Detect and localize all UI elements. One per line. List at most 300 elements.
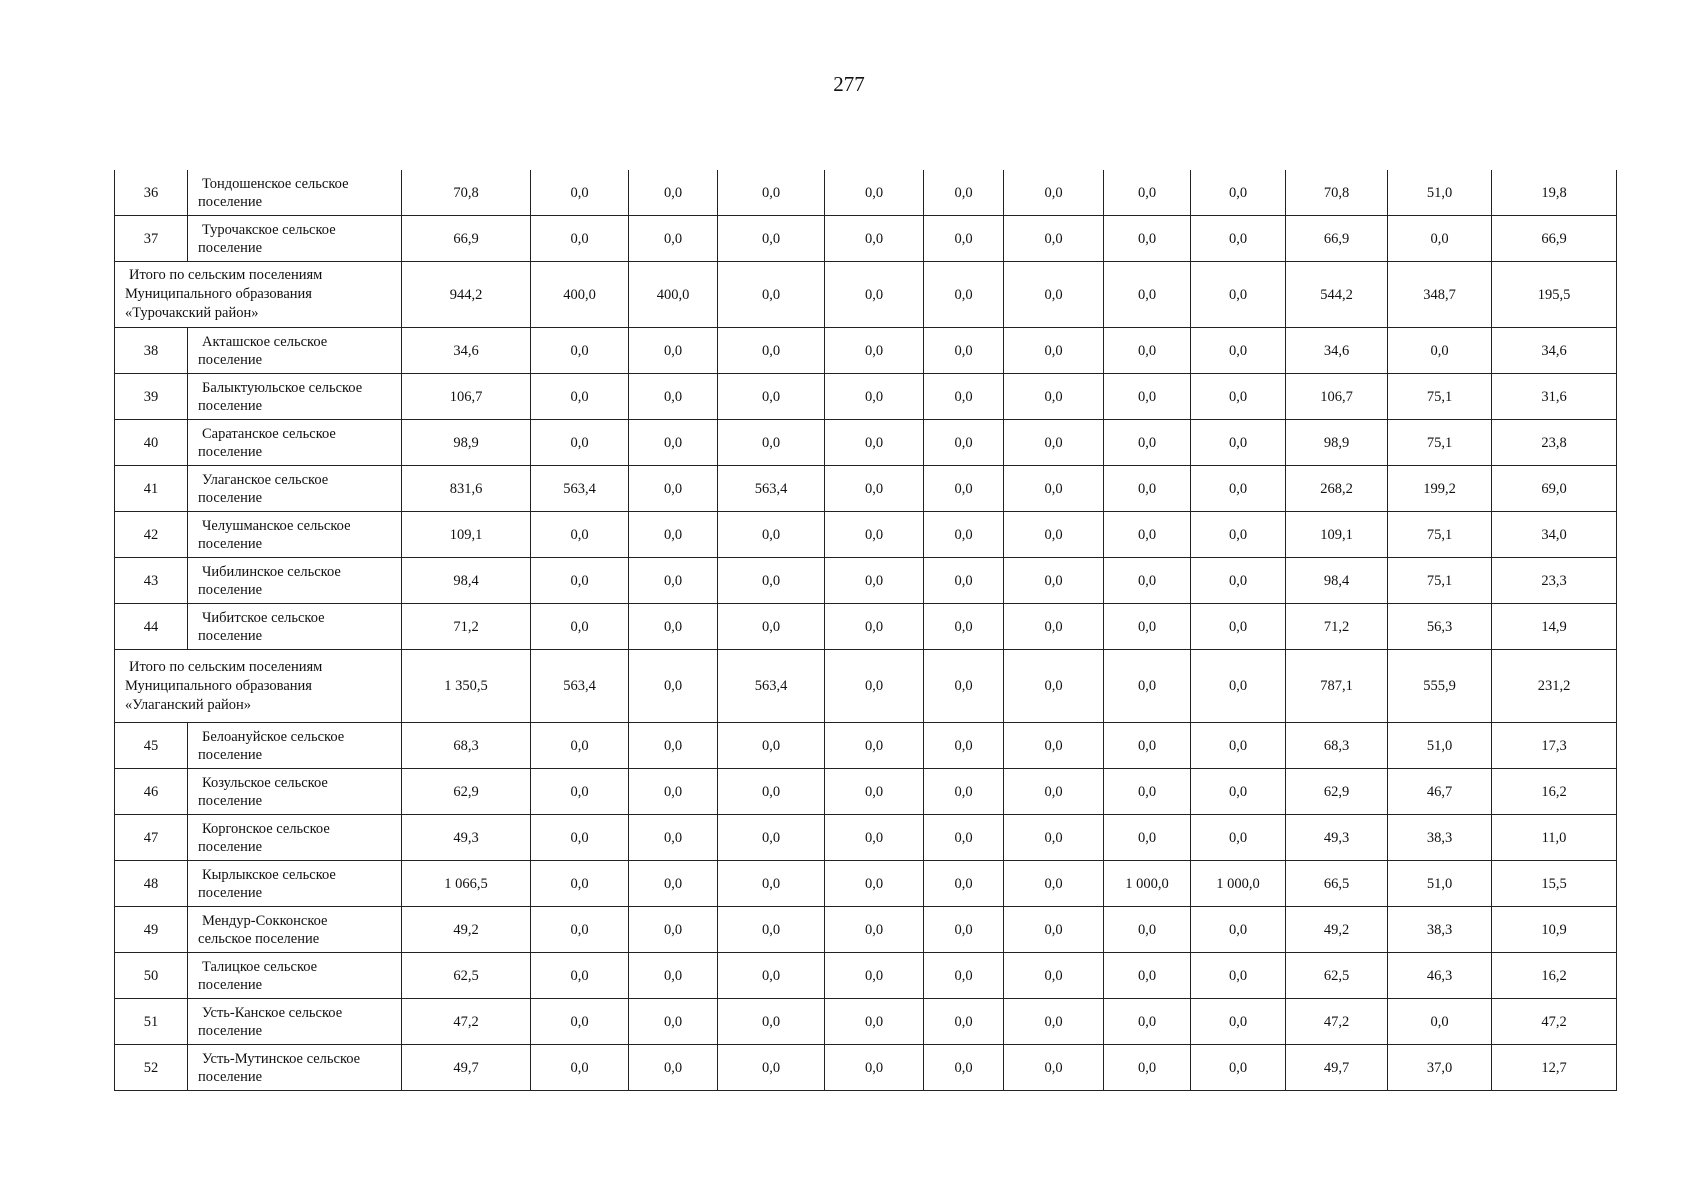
value-cell: 0,0 (924, 650, 1004, 723)
value-cell: 71,2 (1286, 604, 1388, 650)
value-cell: 0,0 (718, 815, 825, 861)
value-cell: 0,0 (531, 999, 629, 1045)
value-cell: 0,0 (1004, 216, 1104, 262)
value-cell: 66,9 (1492, 216, 1617, 262)
total-label-line: Муниципального образования (125, 677, 312, 694)
value-cell: 0,0 (1004, 953, 1104, 999)
value-cell: 0,0 (825, 558, 924, 604)
value-cell: 0,0 (629, 420, 718, 466)
settlement-name-line: Улаганское сельское (202, 471, 329, 488)
total-label-line: «Турочакский район» (125, 305, 259, 321)
value-cell: 0,0 (924, 466, 1004, 512)
value-cell: 0,0 (629, 1045, 718, 1091)
value-cell: 0,0 (825, 723, 924, 769)
settlement-name-cell (188, 999, 402, 1045)
value-cell: 0,0 (718, 769, 825, 815)
settlement-name-cell (188, 1045, 402, 1091)
value-cell: 0,0 (924, 374, 1004, 420)
value-cell: 555,9 (1388, 650, 1492, 723)
value-cell: 0,0 (718, 861, 825, 907)
value-cell: 0,0 (825, 769, 924, 815)
value-cell: 0,0 (1191, 420, 1286, 466)
total-label-line: «Улаганский район» (125, 696, 252, 713)
settlement-name-cell (188, 170, 402, 216)
value-cell: 0,0 (924, 558, 1004, 604)
value-cell: 49,2 (1286, 907, 1388, 953)
value-cell: 71,2 (402, 604, 531, 650)
value-cell: 0,0 (531, 512, 629, 558)
value-cell: 400,0 (629, 262, 718, 328)
value-cell: 12,7 (1492, 1045, 1617, 1091)
total-label-line: Итого по сельским поселениям (129, 658, 323, 675)
value-cell: 0,0 (629, 558, 718, 604)
table-row (115, 420, 1617, 466)
value-cell: 0,0 (1191, 216, 1286, 262)
settlement-name-cell (188, 512, 402, 558)
value-cell: 0,0 (1104, 1045, 1191, 1091)
value-cell: 0,0 (924, 512, 1004, 558)
value-cell: 0,0 (531, 420, 629, 466)
value-cell: 0,0 (531, 170, 629, 216)
value-cell: 0,0 (1104, 420, 1191, 466)
value-cell: 0,0 (924, 216, 1004, 262)
settlement-name-line: Белоануйское сельское (202, 728, 345, 745)
value-cell: 0,0 (1191, 558, 1286, 604)
settlement-name-line: поселение (198, 443, 263, 460)
value-cell: 0,0 (718, 953, 825, 999)
value-cell: 0,0 (629, 604, 718, 650)
settlement-name-line: Коргонское сельское (202, 820, 330, 837)
settlement-name-line: поселение (198, 1068, 263, 1085)
value-cell: 49,2 (402, 907, 531, 953)
row-number-cell: 45 (115, 723, 188, 769)
value-cell: 0,0 (629, 769, 718, 815)
settlement-name-cell (188, 216, 402, 262)
value-cell: 0,0 (1104, 170, 1191, 216)
value-cell: 195,5 (1492, 262, 1617, 328)
value-cell: 0,0 (1104, 907, 1191, 953)
value-cell: 0,0 (1004, 420, 1104, 466)
value-cell: 0,0 (629, 907, 718, 953)
value-cell: 0,0 (1388, 216, 1492, 262)
value-cell: 0,0 (629, 815, 718, 861)
value-cell: 0,0 (1191, 328, 1286, 374)
value-cell: 0,0 (531, 328, 629, 374)
value-cell: 70,8 (402, 170, 531, 216)
table-row (115, 170, 1617, 216)
settlement-name-cell (188, 769, 402, 815)
row-number-cell: 38 (115, 328, 188, 374)
value-cell: 0,0 (1004, 262, 1104, 328)
value-cell: 0,0 (531, 723, 629, 769)
value-cell: 0,0 (1191, 170, 1286, 216)
value-cell: 0,0 (531, 374, 629, 420)
value-cell: 0,0 (629, 170, 718, 216)
value-cell: 34,6 (402, 328, 531, 374)
table-row (115, 999, 1617, 1045)
settlement-name-line: Акташское сельское (202, 333, 328, 350)
value-cell: 0,0 (718, 723, 825, 769)
value-cell: 0,0 (1004, 328, 1104, 374)
value-cell: 0,0 (629, 374, 718, 420)
value-cell: 0,0 (924, 815, 1004, 861)
value-cell: 0,0 (531, 604, 629, 650)
table-row (115, 953, 1617, 999)
settlement-name-cell (188, 374, 402, 420)
settlement-name-line: поселение (198, 239, 263, 256)
value-cell: 0,0 (825, 907, 924, 953)
value-cell: 0,0 (1004, 604, 1104, 650)
value-cell: 831,6 (402, 466, 531, 512)
table-row (115, 769, 1617, 815)
settlement-name-cell (188, 420, 402, 466)
settlement-name-cell (188, 815, 402, 861)
value-cell: 0,0 (531, 907, 629, 953)
value-cell: 0,0 (718, 604, 825, 650)
table-body (115, 170, 1617, 1091)
value-cell: 0,0 (1191, 723, 1286, 769)
value-cell: 0,0 (924, 604, 1004, 650)
value-cell: 0,0 (718, 170, 825, 216)
value-cell: 106,7 (1286, 374, 1388, 420)
value-cell: 98,4 (402, 558, 531, 604)
row-number-cell: 41 (115, 466, 188, 512)
value-cell: 1 000,0 (1104, 861, 1191, 907)
value-cell: 109,1 (1286, 512, 1388, 558)
value-cell: 49,3 (402, 815, 531, 861)
settlement-name-line: Челушманское сельское (202, 517, 351, 534)
value-cell: 46,7 (1388, 769, 1492, 815)
value-cell: 0,0 (825, 216, 924, 262)
value-cell: 34,0 (1492, 512, 1617, 558)
value-cell: 0,0 (1104, 328, 1191, 374)
value-cell: 0,0 (718, 420, 825, 466)
value-cell: 47,2 (1286, 999, 1388, 1045)
value-cell: 0,0 (629, 328, 718, 374)
value-cell: 0,0 (629, 650, 718, 723)
value-cell: 0,0 (1004, 650, 1104, 723)
row-number-cell: 42 (115, 512, 188, 558)
value-cell: 787,1 (1286, 650, 1388, 723)
total-label-cell (115, 262, 402, 328)
value-cell: 66,9 (1286, 216, 1388, 262)
settlement-name-line: поселение (198, 351, 263, 368)
value-cell: 0,0 (1104, 769, 1191, 815)
value-cell: 0,0 (1191, 466, 1286, 512)
settlement-name-cell (188, 953, 402, 999)
table-row (115, 861, 1617, 907)
settlement-name-cell (188, 558, 402, 604)
settlement-name-line: поселение (198, 397, 263, 414)
settlement-name-cell (188, 328, 402, 374)
value-cell: 11,0 (1492, 815, 1617, 861)
table-row (115, 216, 1617, 262)
value-cell: 38,3 (1388, 815, 1492, 861)
value-cell: 68,3 (1286, 723, 1388, 769)
value-cell: 563,4 (718, 650, 825, 723)
value-cell: 0,0 (924, 420, 1004, 466)
row-number-cell: 43 (115, 558, 188, 604)
settlement-name-cell (188, 723, 402, 769)
value-cell: 62,5 (402, 953, 531, 999)
settlement-name-line: Мендур-Сокконское (202, 912, 328, 929)
value-cell: 66,5 (1286, 861, 1388, 907)
value-cell: 75,1 (1388, 374, 1492, 420)
row-number-cell: 46 (115, 769, 188, 815)
value-cell: 15,5 (1492, 861, 1617, 907)
value-cell: 0,0 (1191, 999, 1286, 1045)
value-cell: 0,0 (825, 420, 924, 466)
value-cell: 0,0 (1191, 262, 1286, 328)
row-number-cell: 52 (115, 1045, 188, 1091)
value-cell: 1 000,0 (1191, 861, 1286, 907)
settlement-name-line: поселение (198, 976, 263, 993)
value-cell: 0,0 (1104, 815, 1191, 861)
value-cell: 0,0 (1004, 374, 1104, 420)
settlement-name-line: Турочакское сельское (202, 221, 336, 238)
table-row (115, 466, 1617, 512)
value-cell: 0,0 (1191, 604, 1286, 650)
value-cell: 0,0 (1004, 769, 1104, 815)
value-cell: 98,9 (1286, 420, 1388, 466)
value-cell: 563,4 (531, 650, 629, 723)
value-cell: 199,2 (1388, 466, 1492, 512)
value-cell: 0,0 (1004, 907, 1104, 953)
settlement-name-line: Усть-Канское сельское (202, 1004, 343, 1021)
total-label-cell (115, 650, 402, 723)
value-cell: 0,0 (718, 328, 825, 374)
value-cell: 0,0 (825, 374, 924, 420)
settlement-name-line: Козульское сельское (202, 774, 328, 791)
value-cell: 0,0 (1004, 861, 1104, 907)
value-cell: 62,9 (1286, 769, 1388, 815)
settlement-name-line: поселение (198, 746, 263, 763)
settlement-name-cell (188, 907, 402, 953)
value-cell: 37,0 (1388, 1045, 1492, 1091)
value-cell: 0,0 (629, 723, 718, 769)
value-cell: 0,0 (718, 907, 825, 953)
settlement-name-line: поселение (198, 1022, 263, 1039)
value-cell: 0,0 (1191, 815, 1286, 861)
value-cell: 0,0 (1104, 953, 1191, 999)
value-cell: 1 350,5 (402, 650, 531, 723)
value-cell: 1 066,5 (402, 861, 531, 907)
row-number-cell: 51 (115, 999, 188, 1045)
value-cell: 38,3 (1388, 907, 1492, 953)
value-cell: 66,9 (402, 216, 531, 262)
settlement-name-line: Саратанское сельское (202, 425, 336, 442)
value-cell: 98,4 (1286, 558, 1388, 604)
settlement-name-line: Тондошенское сельское (202, 175, 349, 192)
value-cell: 544,2 (1286, 262, 1388, 328)
value-cell: 16,2 (1492, 953, 1617, 999)
value-cell: 0,0 (825, 328, 924, 374)
value-cell: 75,1 (1388, 420, 1492, 466)
value-cell: 0,0 (1104, 374, 1191, 420)
row-number-cell: 49 (115, 907, 188, 953)
value-cell: 0,0 (1004, 723, 1104, 769)
value-cell: 0,0 (924, 1045, 1004, 1091)
settlement-name-line: поселение (198, 193, 263, 210)
value-cell: 0,0 (1004, 170, 1104, 216)
value-cell: 0,0 (924, 170, 1004, 216)
value-cell: 23,8 (1492, 420, 1617, 466)
value-cell: 0,0 (1191, 374, 1286, 420)
table-row (115, 558, 1617, 604)
value-cell: 0,0 (718, 374, 825, 420)
value-cell: 0,0 (1104, 604, 1191, 650)
value-cell: 0,0 (924, 999, 1004, 1045)
settlement-name-cell (188, 861, 402, 907)
row-number-cell: 36 (115, 170, 188, 216)
table-row (115, 374, 1617, 420)
value-cell: 0,0 (531, 769, 629, 815)
value-cell: 70,8 (1286, 170, 1388, 216)
value-cell: 51,0 (1388, 170, 1492, 216)
value-cell: 0,0 (718, 262, 825, 328)
settlement-name-cell (188, 466, 402, 512)
value-cell: 0,0 (924, 262, 1004, 328)
value-cell: 51,0 (1388, 861, 1492, 907)
value-cell: 0,0 (1004, 512, 1104, 558)
settlement-name-line: поселение (198, 884, 263, 901)
settlement-name-line: поселение (198, 489, 263, 506)
table-total-row (115, 650, 1617, 723)
value-cell: 0,0 (825, 953, 924, 999)
value-cell: 0,0 (1191, 512, 1286, 558)
value-cell: 0,0 (825, 262, 924, 328)
value-cell: 0,0 (924, 328, 1004, 374)
value-cell: 944,2 (402, 262, 531, 328)
table-row (115, 328, 1617, 374)
value-cell: 0,0 (1191, 907, 1286, 953)
value-cell: 46,3 (1388, 953, 1492, 999)
total-label-line: Муниципального образования (125, 286, 312, 302)
value-cell: 0,0 (1191, 769, 1286, 815)
value-cell: 34,6 (1286, 328, 1388, 374)
value-cell: 106,7 (402, 374, 531, 420)
value-cell: 0,0 (1004, 815, 1104, 861)
value-cell: 14,9 (1492, 604, 1617, 650)
value-cell: 49,7 (402, 1045, 531, 1091)
settlement-name-line: Чибитское сельское (202, 609, 325, 626)
total-label-line: Итого по сельским поселениям (129, 267, 323, 283)
table-total-row (115, 262, 1617, 328)
value-cell: 69,0 (1492, 466, 1617, 512)
value-cell: 0,0 (531, 815, 629, 861)
value-cell: 0,0 (825, 1045, 924, 1091)
settlement-name-line: поселение (198, 535, 263, 552)
value-cell: 0,0 (825, 512, 924, 558)
value-cell: 0,0 (629, 861, 718, 907)
value-cell: 0,0 (718, 999, 825, 1045)
value-cell: 0,0 (1004, 466, 1104, 512)
settlement-name-line: сельское поселение (198, 930, 320, 947)
value-cell: 17,3 (1492, 723, 1617, 769)
row-number-cell: 48 (115, 861, 188, 907)
row-number-cell: 37 (115, 216, 188, 262)
value-cell: 75,1 (1388, 558, 1492, 604)
value-cell: 0,0 (825, 999, 924, 1045)
value-cell: 31,6 (1492, 374, 1617, 420)
settlement-name-line: поселение (198, 627, 263, 644)
value-cell: 0,0 (531, 216, 629, 262)
value-cell: 0,0 (1191, 1045, 1286, 1091)
value-cell: 0,0 (924, 723, 1004, 769)
settlement-name-line: Чибилинское сельское (202, 563, 341, 580)
value-cell: 56,3 (1388, 604, 1492, 650)
value-cell: 0,0 (629, 216, 718, 262)
value-cell: 34,6 (1492, 328, 1617, 374)
value-cell: 231,2 (1492, 650, 1617, 723)
settlement-name-cell (188, 604, 402, 650)
value-cell: 0,0 (825, 466, 924, 512)
value-cell: 0,0 (1104, 558, 1191, 604)
value-cell: 68,3 (402, 723, 531, 769)
value-cell: 0,0 (629, 512, 718, 558)
value-cell: 268,2 (1286, 466, 1388, 512)
value-cell: 400,0 (531, 262, 629, 328)
value-cell: 0,0 (629, 466, 718, 512)
row-number-cell: 47 (115, 815, 188, 861)
table-row (115, 1045, 1617, 1091)
value-cell: 0,0 (1004, 558, 1104, 604)
value-cell: 47,2 (1492, 999, 1617, 1045)
value-cell: 0,0 (825, 815, 924, 861)
row-number-cell: 40 (115, 420, 188, 466)
value-cell: 0,0 (1104, 999, 1191, 1045)
settlement-name-line: поселение (198, 581, 263, 598)
value-cell: 0,0 (1191, 953, 1286, 999)
table-row (115, 723, 1617, 769)
value-cell: 563,4 (531, 466, 629, 512)
value-cell: 0,0 (1388, 328, 1492, 374)
value-cell: 0,0 (531, 953, 629, 999)
row-number-cell: 39 (115, 374, 188, 420)
value-cell: 0,0 (1004, 999, 1104, 1045)
value-cell: 16,2 (1492, 769, 1617, 815)
value-cell: 0,0 (629, 953, 718, 999)
value-cell: 62,9 (402, 769, 531, 815)
value-cell: 109,1 (402, 512, 531, 558)
page-number: 277 (833, 72, 865, 96)
table-row (115, 815, 1617, 861)
settlement-name-line: Балыктуюльское сельское (202, 379, 363, 396)
value-cell: 0,0 (825, 604, 924, 650)
table-row (115, 512, 1617, 558)
value-cell: 10,9 (1492, 907, 1617, 953)
settlement-name-line: Усть-Мутинское сельское (202, 1050, 361, 1067)
settlement-name-line: поселение (198, 792, 263, 809)
value-cell: 0,0 (718, 558, 825, 604)
value-cell: 0,0 (1388, 999, 1492, 1045)
value-cell: 0,0 (531, 558, 629, 604)
value-cell: 0,0 (531, 1045, 629, 1091)
settlement-name-line: поселение (198, 838, 263, 855)
settlement-name-line: Талицкое сельское (202, 958, 318, 975)
value-cell: 0,0 (718, 216, 825, 262)
value-cell: 0,0 (531, 861, 629, 907)
value-cell: 348,7 (1388, 262, 1492, 328)
value-cell: 47,2 (402, 999, 531, 1045)
value-cell: 0,0 (1104, 512, 1191, 558)
value-cell: 0,0 (924, 769, 1004, 815)
value-cell: 0,0 (1104, 216, 1191, 262)
value-cell: 19,8 (1492, 170, 1617, 216)
settlement-name-line: Кырлыкское сельское (202, 866, 336, 883)
value-cell: 0,0 (825, 170, 924, 216)
row-number-cell: 50 (115, 953, 188, 999)
